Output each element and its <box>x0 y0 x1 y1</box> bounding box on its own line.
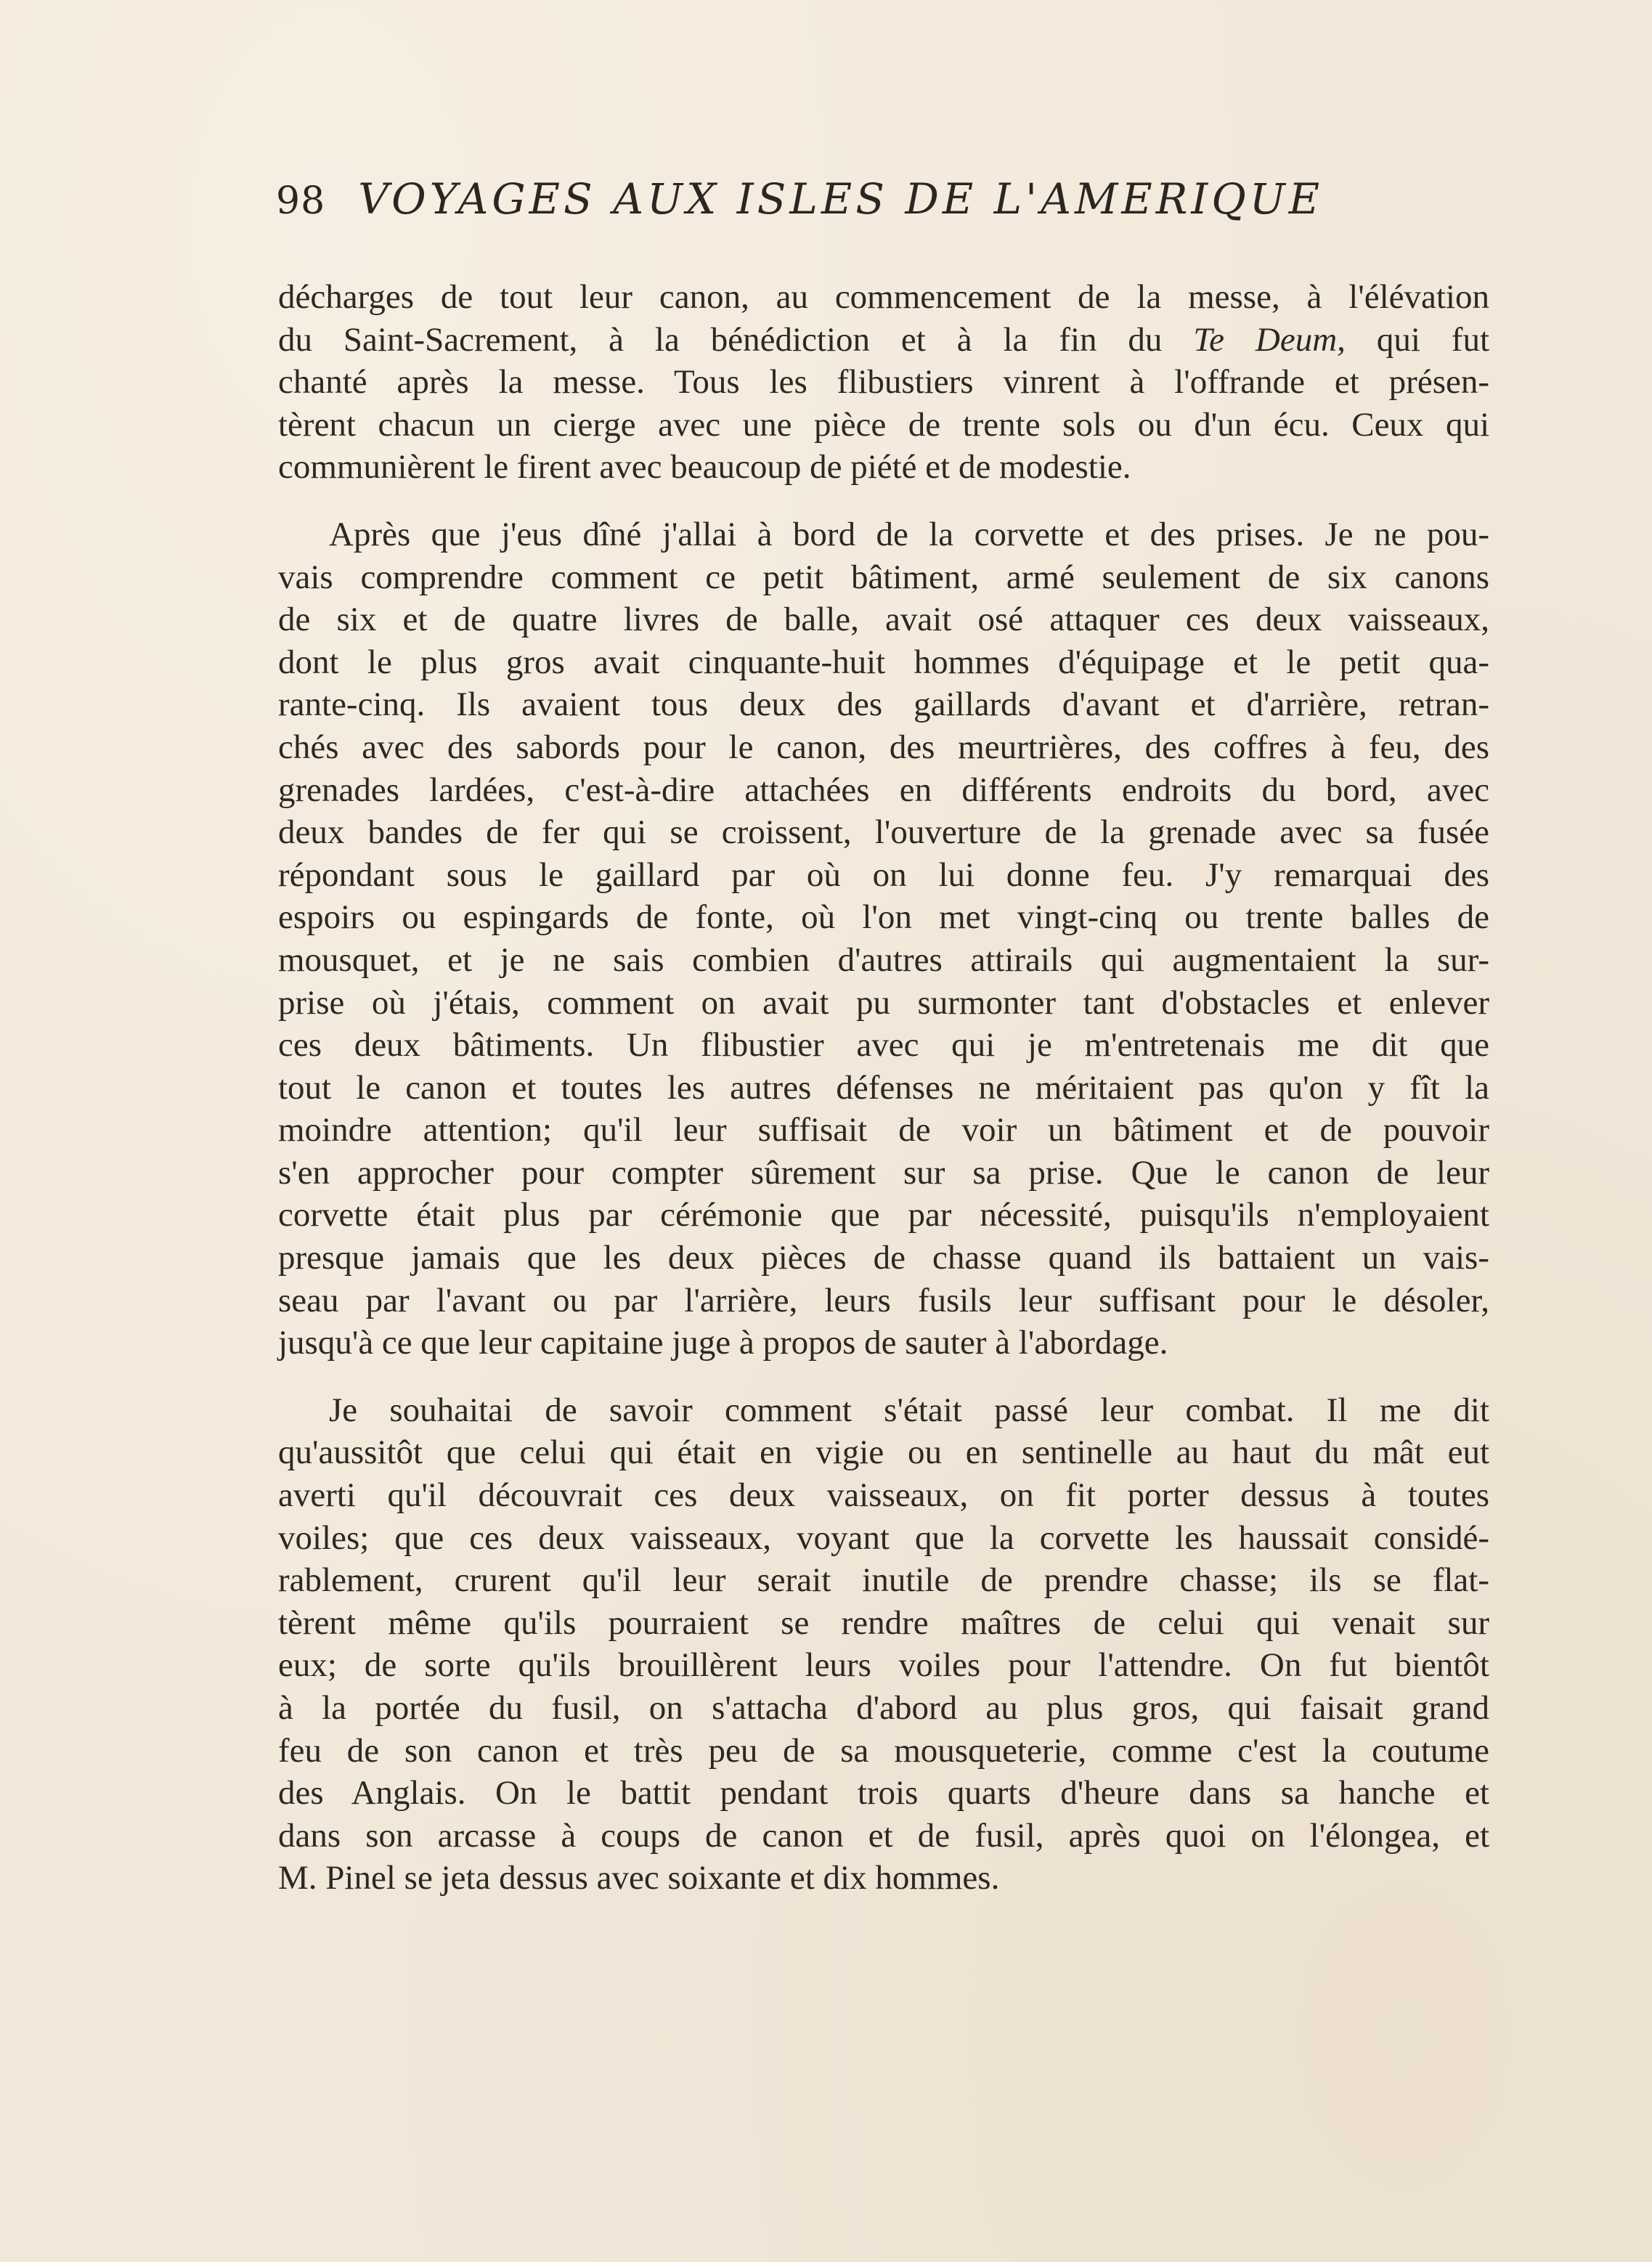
text-line: de six et de quatre livres de balle, avait osé attaquer ces deux vaisseaux, <box>278 601 1489 639</box>
text-line: tèrent même qu'ils pourraient se rendre maîtres de celui qui venait sur <box>278 1603 1489 1642</box>
text-line: deux bandes de fer qui se croissent, l'ouverture de la grenade avec sa fusée <box>278 813 1489 852</box>
text-segment: qui fut <box>1376 320 1490 359</box>
text-line: feu de son canon et très peu de sa mousqueterie, comme c'est la coutume <box>278 1731 1489 1770</box>
text-line: dans son arcasse à coups de canon et de fusil, après quoi on l'élongea, et <box>278 1816 1489 1855</box>
text-line: rante-cinq. Ils avaient tous deux des gaillards d'avant et d'arrière, retran- <box>278 685 1489 724</box>
paragraph-spacer <box>278 1364 1489 1389</box>
text-line: s'en approcher pour compter sûrement sur sa prise. Que le canon de leur <box>278 1153 1489 1192</box>
page-header <box>276 174 1481 232</box>
text-line: grenades lardées, c'est-à-dire attachées en différents endroits du bord, avec <box>278 770 1489 809</box>
text-line: communièrent le firent avec beaucoup de piété et de modestie. <box>278 448 1131 487</box>
text-line: mousquet, et je ne sais combien d'autres attirails qui augmentaient la sur- <box>278 940 1489 979</box>
body-text <box>278 276 1489 1900</box>
text-line: vais comprendre comment ce petit bâtiment, armé seulement de six canons <box>278 558 1489 596</box>
text-line: des Anglais. On le battit pendant trois quarts d'heure dans sa hanche et <box>278 1774 1489 1813</box>
text-line: corvette était plus par cérémonie que par nécessité, puisqu'ils n'employaient <box>278 1196 1489 1234</box>
text-line: répondant sous le gaillard par où on lui donne feu. J'y remarquai des <box>278 855 1489 894</box>
text-line: seau par l'avant ou par l'arrière, leurs fusils leur suffisant pour le désoler, <box>278 1281 1489 1319</box>
text-line: ces deux bâtiments. Un flibustier avec qui je m'entretenais me dit que <box>278 1026 1489 1065</box>
text-line: eux; de sorte qu'ils brouillèrent leurs voiles pour l'attendre. On fut bientôt <box>278 1646 1489 1685</box>
text-line: à la portée du fusil, on s'attacha d'abord au plus gros, qui faisait grand <box>278 1689 1489 1727</box>
paragraph-spacer <box>278 489 1489 513</box>
text-line: moindre attention; qu'il leur suffisait de voir un bâtiment et de pouvoir <box>278 1111 1489 1150</box>
page-number: 98 <box>276 179 326 223</box>
text-segment: du Saint-Sacrement, à la bénédiction et à la fin du <box>278 320 1163 359</box>
text-line: espoirs ou espingards de fonte, où l'on met vingt-cinq ou trente balles de <box>278 898 1489 937</box>
text-line: qu'aussitôt que celui qui était en vigie ou en sentinelle au haut du mât eut <box>278 1433 1489 1472</box>
text-line: rablement, crurent qu'il leur serait inutile de prendre chasse; ils se flat- <box>278 1561 1489 1600</box>
text-line: chés avec des sabords pour le canon, des meurtrières, des coffres à feu, des <box>278 728 1489 766</box>
text-line: M. Pinel se jeta dessus avec soixante et dix hommes. <box>278 1859 1000 1897</box>
paragraph-2 <box>278 513 1489 1364</box>
paragraph-1 <box>278 276 1489 489</box>
text-line: voiles; que ces deux vaisseaux, voyant que la corvette les haussait considé- <box>278 1518 1489 1557</box>
text-line: averti qu'il découvrait ces deux vaisseaux, on fit porter dessus à toutes <box>278 1476 1489 1515</box>
italic-title: Te Deum, <box>1193 320 1346 359</box>
text-line: presque jamais que les deux pièces de chasse quand ils battaient un vais- <box>278 1239 1489 1277</box>
text-line: dont le plus gros avait cinquante-huit hommes d'équipage et le petit qua- <box>278 643 1489 681</box>
text-line: décharges de tout leur canon, au commencement de la messe, à l'élévation <box>278 278 1489 316</box>
text-line: jusqu'à ce que leur capitaine juge à propos de sauter à l'abordage. <box>278 1324 1168 1362</box>
running-title: VOYAGES AUX ISLES DE L'AMERIQUE <box>358 174 1324 224</box>
text-line: tèrent chacun un cierge avec une pièce de trente sols ou d'un écu. Ceux qui <box>278 405 1489 444</box>
text-line: chanté après la messe. Tous les flibustiers vinrent à l'offrande et présen- <box>278 363 1489 402</box>
text-line: prise où j'étais, comment on avait pu surmonter tant d'obstacles et enlever <box>278 983 1489 1022</box>
text-line: Après que j'eus dîné j'allai à bord de la corvette et des prises. Je ne pou- <box>329 515 1489 553</box>
text-line <box>278 319 1489 362</box>
paragraph-3 <box>278 1389 1489 1900</box>
text-line: Je souhaitai de savoir comment s'était passé leur combat. Il me dit <box>329 1391 1489 1429</box>
text-line: tout le canon et toutes les autres défenses ne méritaient pas qu'on y fît la <box>278 1068 1489 1107</box>
